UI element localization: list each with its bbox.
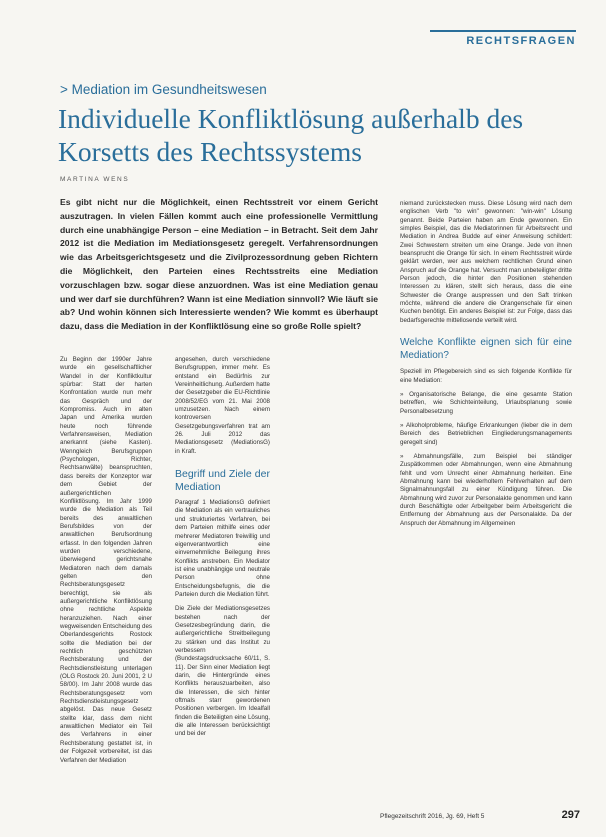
body-paragraph: Die Ziele der Mediationsgesetzes bestehen nach der Gesetzesbegründung darin, die außergerichtliche Streitbeilegung zu stärken und das Institut zu verbessern (Bundestagsdrucksache 60/11, S. 11). Der Sinn einer Mediation liegt darin, die Hintergründe eines Konflikts herauszuarbeiten, also die Interessen, die sich hinter oftmals starr gewordenen Positionen verbergen. Im Idealfall finden die Beteiligten eine Lösung, die alle Interessen berücksichtigt und bei der: [175, 605, 270, 738]
body-paragraph: Zu Beginn der 1990er Jahre wurde ein gesellschaftlicher Wandel in der Konfliktkultur spürbar: Statt der harten Konfrontation wurde nun mehr das Gespräch und der Kompromiss. Auch im alten Japan und Amerika wurden heute noch führende Verfahrensweisen, Mediation anerkannt (siehe Kasten). Wenngleich Berufsgruppen (Psychologen, Richter, Rechtsanwälte) beanspruchten, dass bereits der Konzeptor war dem Gebiet der außergerichtlichen Konfliktlösung. Im Jahr 1999 wurde die Mediation als Teil bereits des anwaltlichen Berufsbildes von der anwaltlichen Berufsordnung erfasst. In den folgenden Jahren wurden verschiedene, überwiegend gerichtsnahe Mediatoren nach dem damals gelten den Rechtsberatungsgesetz berechtigt, sie als außergerichtliche Konfliktlösung ohne rechtliche Aspekte heranzuziehen. Nach einer wegweisenden Entscheidung des Oberlandesgerichts Rostock sollte die Mediation bei der rechtlich geschützten Rechtsberatung und der Rechtsdienstleistung unterlagen (OLG Rostock 20. Juni 2001, 2 U 58/00). Im Jahr 2008 wurde das Rechtsberatungsgesetz vom Rechtsdienstleistungsgesetz abgelöst. Das neue Gesetz stellte klar, dass dem nicht anwaltlichen Mediator ein Teil des Verfahrens in einer Rechtsberatung gestattet ist, in der Folgezeit vorbereitet, ist das Verfahren der Mediation: [60, 356, 152, 764]
list-item: » Abmahnungsfälle, zum Beispiel bei ständiger Zuspätkommen oder Abmahnungen, wenn eine Abmahnung fehlt und vom Unrecht einer Abmahnung herleiten. Eine Abmahnung kann bei wiederholtem Fehlverhalten auf dem Signalmahnungsfall zu einer Kündigung führen. Die Abmahnung wird zuvor zur Personalakte genommen und kann durch Beschäftigte oder Arbeitgeber beim Arbeitsgericht die Entfernung der Abmahnung aus der Personalakte. Da der Anspruch der Abmahnung im Allgemeinen: [400, 452, 572, 527]
list-item: » Organisatorische Belange, die eine gesamte Station betreffen, wie Schichteinteilung, Urlaubsplanung sowie Personalbesetzung: [400, 390, 572, 415]
body-column-3: [400, 200, 572, 800]
body-paragraph: Speziell im Pflegebereich sind es sich folgende Konflikte für eine Mediation:: [400, 368, 572, 384]
list-item: » Alkoholprobleme, häufige Erkrankungen (lieber die in dem Bereich des Betrieblichen Eingliederungsmanagements geregelt sind): [400, 421, 572, 446]
page-number: 297: [561, 809, 580, 821]
page-footer: [380, 810, 580, 828]
section-label: RECHTSFRAGEN: [466, 35, 576, 47]
body-column-1: [60, 356, 152, 798]
subheading-begriff: Begriff und Ziele der Mediation: [175, 468, 270, 493]
article-author: MARTINA WENS: [60, 176, 130, 183]
body-paragraph: Paragraf 1 MediationsG definiert die Mediation als ein vertrauliches und strukturiertes Verfahren, bei dem Parteien mithilfe eines oder mehrerer Mediatoren freiwillig und eigenverantwortlich eine einvernehmliche Beilegung ihres Konflikts anstreben. Ein Mediator ist eine unabhängige und neutrale Person ohne Entscheidungsbefugnis, die die Parteien durch die Mediation führt.: [175, 499, 270, 598]
article-title: Individuelle Konfliktlösung außerhalb des Korsetts des Rechtssystems: [58, 103, 524, 167]
journal-citation: Pflegezeitschrift 2016, Jg. 69, Heft 5: [380, 813, 485, 820]
article-lead: Es gibt nicht nur die Möglichkeit, einen Rechtsstreit vor einem Gericht auszutragen. In vielen Fällen kommt auch eine professionelle Vermittlung durch eine unabhängige Person – eine Mediation – in Betracht. Seit dem Jahr 2012 ist die Mediation im Mediationsgesetz geregelt. Verfahrensordnungen wie das Arbeitsgerichtsgesetz und die Zivilprozessordnung geben Richtern die Möglichkeit, den Parteien eines Rechtsstreits eine Mediation vorzuschlagen bzw. sogar diese anzuordnen. Was ist eine Mediation genau und wer darf sie durchführen? Wann ist eine Mediation sinnvoll? Wie läuft sie ab? Und wohin können sich Interessierte wenden? Wie kommt es überhaupt dazu, dass die Mediation in der Konfliktlösung eine so große Rolle spielt?: [60, 197, 378, 332]
article-kicker: > Mediation im Gesundheitswesen: [60, 82, 267, 97]
body-paragraph: niemand zurückstecken muss. Diese Lösung wird nach dem englischen Verb "to win" gewonnen: "win-win" Lösung genannt. Beide Parteien haben am Ende gewonnen. Ein simples Beispiel, das die Mediatorinnen für Arbeitsrecht und Mediation in Andrea Budde auf einer Anweisung schildert: Zwei Schwestern streiten um eine Orange. Jede von ihnen beansprucht die Orange für sich. In einem Rechtsstreit würde geklärt werden, wer aus welchem rechtlichen Grund einen Anspruch auf die Orange hat. Versucht man unbeteiligter dritte Person jedoch, die hinter den Positionen stehenden Interessen zu klären, stellt sich heraus, dass die eine Schwester die Orange auspressen und den Saft trinken möchte, während die andere die Orangenschale für einen Kuchen benötigt. Ein anderes Beispiel ist: zur Folge, dass das bedarfsgerechte mittellosende verteilt wird.: [400, 200, 572, 324]
body-column-2: [175, 356, 270, 798]
subheading-konflikte: Welche Konflikte eignen sich für eine Mediation?: [400, 337, 572, 361]
body-paragraph: angesehen, durch verschiedene Berufsgruppen, immer mehr. Es entstand ein Bedürfnis zur Vereinheitlichung. Außerdem hatte der Gesetzgeber die EU-Richtlinie 2008/52/EG vom 21. Mai 2008 umzusetzen. Nach einem kontroversen Gesetzgebungsverfahren trat am 26. Juli 2012 das Mediationsgesetz (MediationsG) in Kraft.: [175, 356, 270, 455]
